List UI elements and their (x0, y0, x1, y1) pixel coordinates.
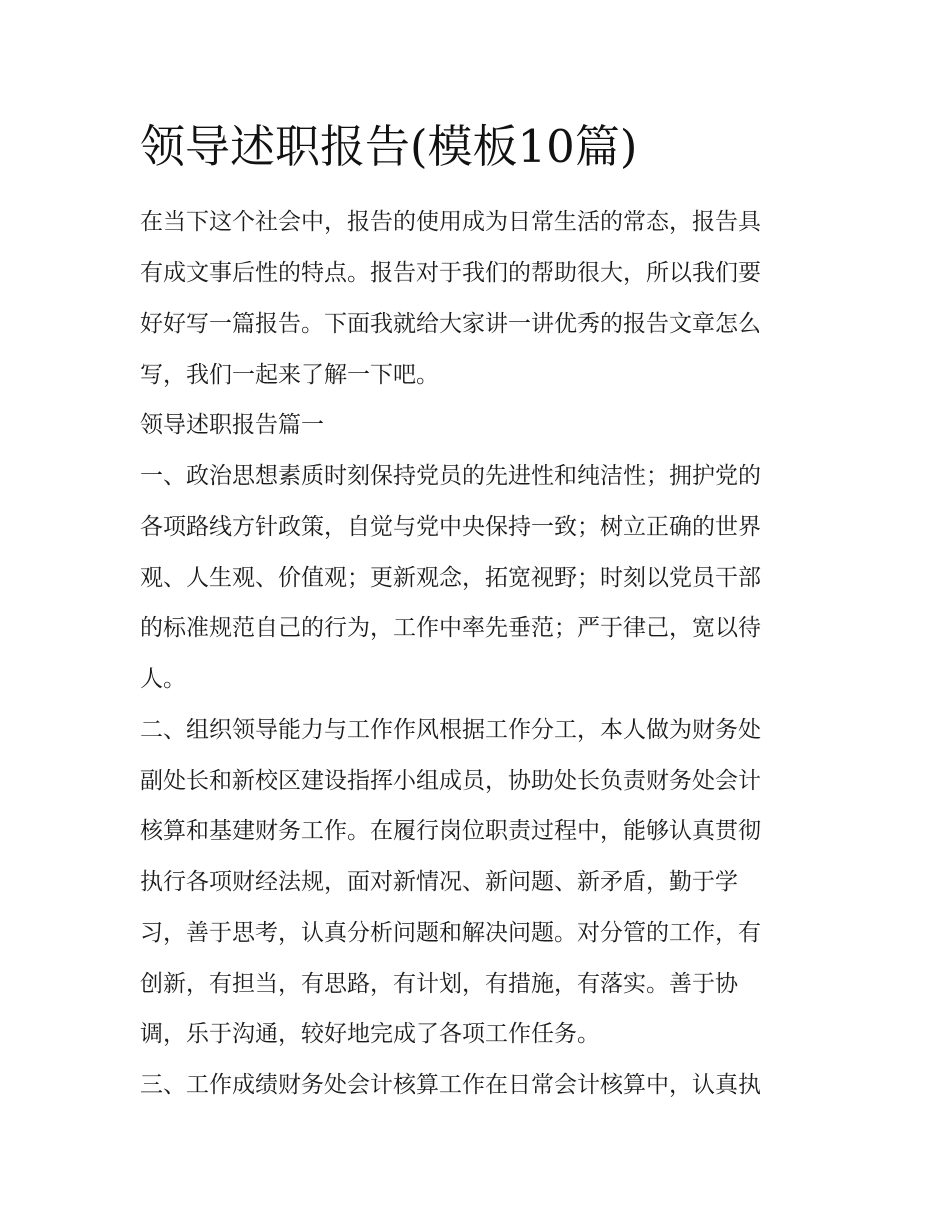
paragraph-line: 三、工作成绩财务处会计核算工作在日常会计核算中，认真执 (140, 1072, 761, 1098)
intro-line: 好好写一篇报告。下面我就给大家讲一讲优秀的报告文章怎么 (140, 311, 761, 337)
paragraph-line: 副处长和新校区建设指挥小组成员，协助处长负责财务处会计 (140, 768, 761, 794)
document-title: 领导述职报告(模板10篇) (140, 120, 638, 173)
paragraph-line: 执行各项财经法规，面对新情况、新问题、新矛盾，勤于学 (140, 869, 738, 895)
paragraph-line: 习，善于思考，认真分析问题和解决问题。对分管的工作，有 (140, 920, 761, 946)
intro-line: 在当下这个社会中，报告的使用成为日常生活的常态，报告具 (140, 209, 761, 235)
paragraph-line: 调，乐于沟通，较好地完成了各项工作任务。 (140, 1021, 600, 1047)
intro-line: 写，我们一起来了解一下吧。 (140, 362, 439, 388)
paragraph-line: 观、人生观、价值观；更新观念，拓宽视野；时刻以党员干部 (140, 565, 761, 591)
paragraph-line: 人。 (140, 666, 186, 692)
paragraph-line: 创新，有担当，有思路，有计划，有措施，有落实。善于协 (140, 971, 738, 997)
intro-line: 有成文事后性的特点。报告对于我们的帮助很大，所以我们要 (140, 260, 761, 286)
paragraph-line: 各项路线方针政策，自觉与党中央保持一致；树立正确的世界 (140, 514, 761, 540)
paragraph-line: 一、政治思想素质时刻保持党员的先进性和纯洁性；拥护党的 (140, 463, 761, 489)
paragraph-line: 核算和基建财务工作。在履行岗位职责过程中，能够认真贯彻 (140, 818, 761, 844)
paragraph-line: 的标准规范自己的行为，工作中率先垂范；严于律己，宽以待 (140, 615, 761, 641)
paragraph-line: 二、组织领导能力与工作作风根据工作分工，本人做为财务处 (140, 717, 761, 743)
section-heading: 领导述职报告篇一 (140, 412, 324, 438)
